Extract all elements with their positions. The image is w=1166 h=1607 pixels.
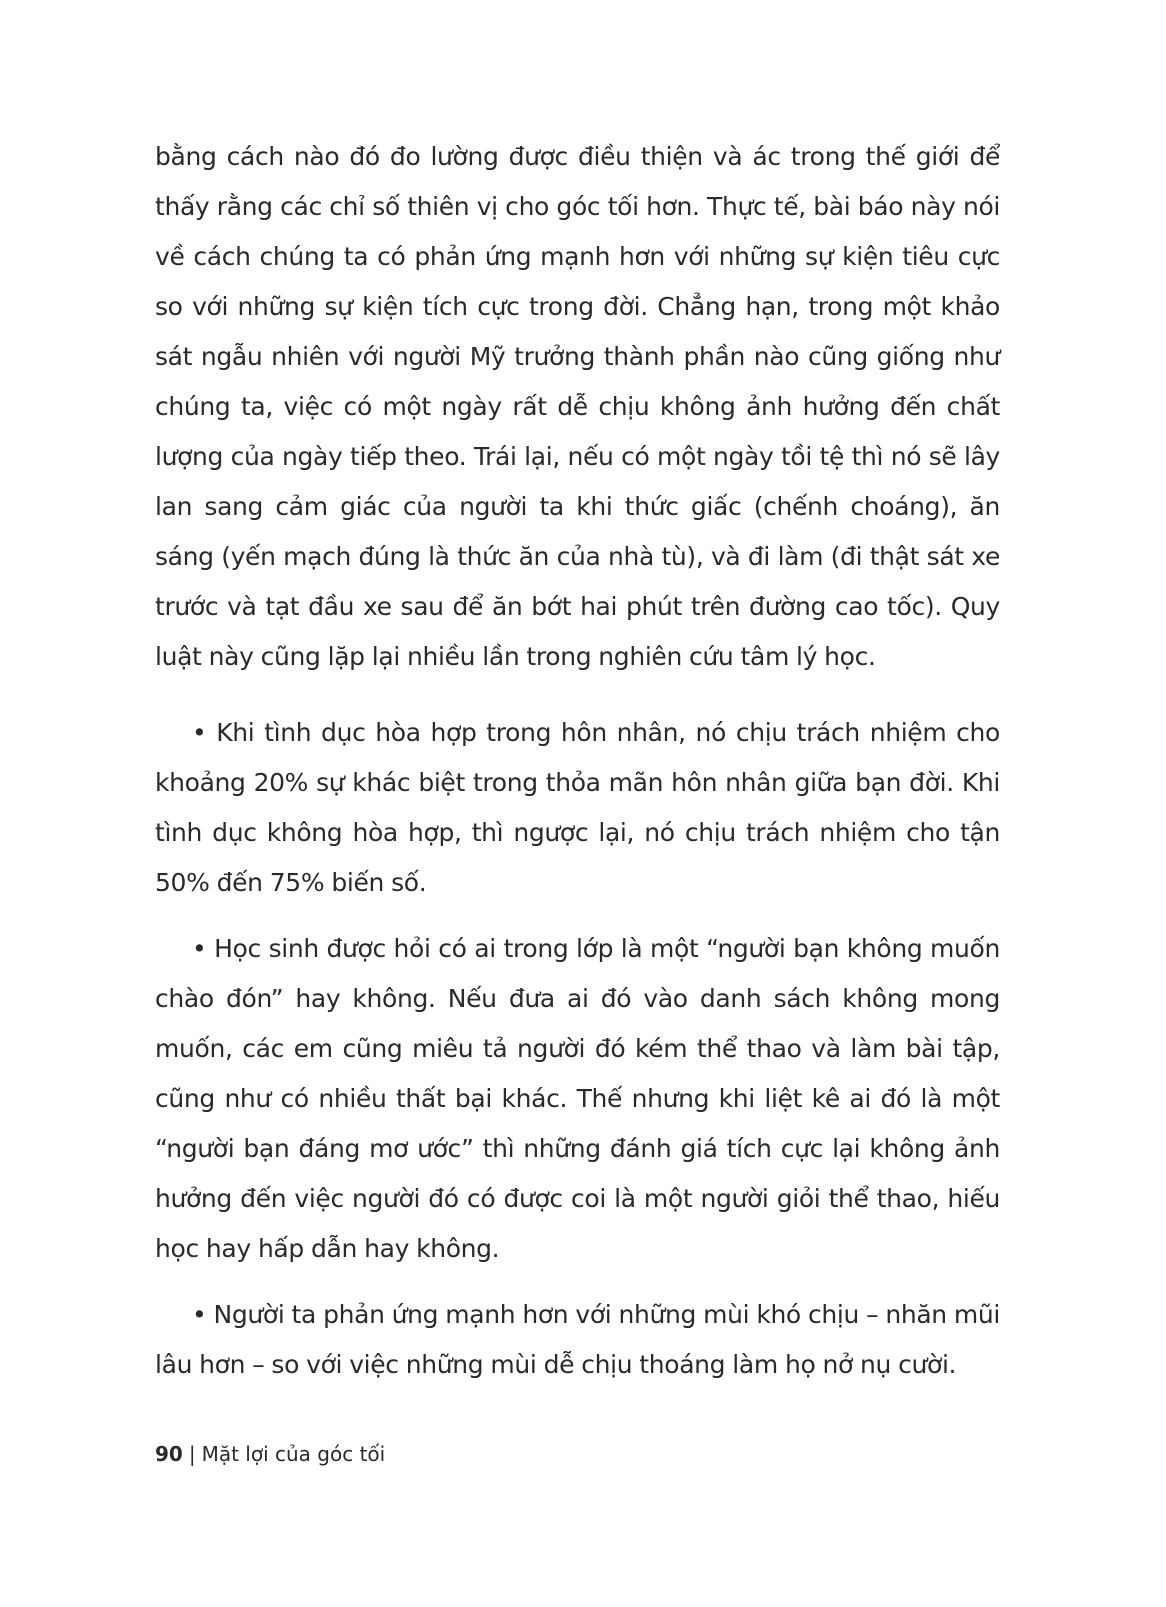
footer-separator: | <box>188 1442 196 1466</box>
page-footer <box>155 1440 385 1468</box>
bullet-item-1 <box>155 708 1000 908</box>
bullet-text: Khi tình dục hòa hợp trong hôn nhân, nó chịu trách nhiệm cho khoảng 20% sự khác biệt trong thỏa mãn hôn nhân giữa bạn đời. Khi tình dục không hòa hợp, thì ngược lại, nó chịu trách nhiệm cho tận 50% đến 75% biến số. <box>155 718 1000 897</box>
bullet-icon: • <box>192 1300 207 1329</box>
bullet-text: Học sinh được hỏi có ai trong lớp là một “người bạn không muốn chào đón” hay không. Nếu đưa ai đó vào danh sách không mong muốn, các em cũng miêu tả người đó kém thể thao và làm bài tập, cũng như có nhiều thất bại khác. Thế nhưng khi liệt kê ai đó là một “người bạn đáng mơ ước” thì những đánh giá tích cực lại không ảnh hưởng đến việc người đó có được coi là một người giỏi thể thao, hiếu học hay hấp dẫn hay không. <box>155 934 1000 1263</box>
bullet-icon: • <box>192 934 207 963</box>
intro-paragraph: bằng cách nào đó đo lường được điều thiện và ác trong thế giới để thấy rằng các chỉ số thiên vị cho góc tối hơn. Thực tế, bài báo này nói về cách chúng ta có phản ứng mạnh hơn với những sự kiện tiêu cực so với những sự kiện tích cực trong đời. Chẳng hạn, trong một khảo sát ngẫu nhiên với người Mỹ trưởng thành phần nào cũng giống như chúng ta, việc có một ngày rất dễ chịu không ảnh hưởng đến chất lượng của ngày tiếp theo. Trái lại, nếu có một ngày tồi tệ thì nó sẽ lây lan sang cảm giác của người ta khi thức giấc (chếnh choáng), ăn sáng (yến mạch đúng là thức ăn của nhà tù), và đi làm (đi thật sát xe trước và tạt đầu xe sau để ăn bớt hai phút trên đường cao tốc). Quy luật này cũng lặp lại nhiều lần trong nghiên cứu tâm lý học. <box>155 142 1000 671</box>
page-body <box>155 132 1000 1406</box>
page-number: 90 <box>155 1442 183 1466</box>
bullet-item-2 <box>155 924 1000 1274</box>
bullet-icon: • <box>192 718 207 747</box>
bullet-text: Người ta phản ứng mạnh hơn với những mùi khó chịu – nhăn mũi lâu hơn – so với việc những mùi dễ chịu thoáng làm họ nở nụ cười. <box>155 1300 1000 1379</box>
bullet-item-3 <box>155 1290 1000 1390</box>
book-title: Mặt lợi của góc tối <box>201 1442 386 1466</box>
